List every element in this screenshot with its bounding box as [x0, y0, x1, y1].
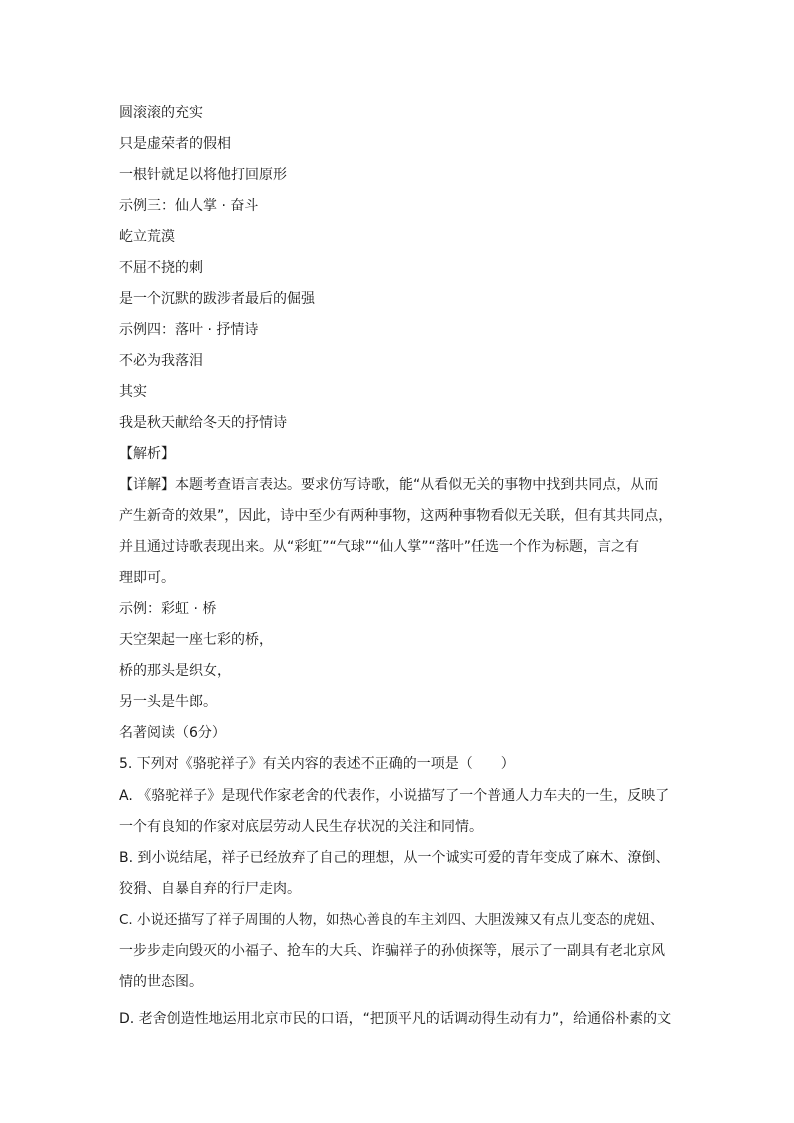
analysis-detail-line: 【详解】本题考查语言表达。要求仿写诗歌，能“从看似无关的事物中找到共同点，从而	[119, 477, 659, 493]
poem-line: 不屈不挠的刺	[119, 260, 203, 276]
poem-line: 一根针就足以将他打回原形	[119, 167, 287, 183]
poem-line: 我是秋天献给冬天的抒情诗	[119, 415, 287, 431]
analysis-heading: 【解析】	[119, 446, 175, 462]
option-b-line: 狡猾、自暴自弃的行尸走肉。	[119, 881, 301, 897]
example3-title: 示例三：仙人掌 · 奋斗	[119, 198, 259, 214]
analysis-detail-line: 产生新奇的效果”，因此，诗中至少有两种事物，这两种事物看似无关联，但有其共同点，	[119, 508, 673, 524]
section-title: 名著阅读（6分）	[119, 725, 226, 741]
option-a-line: A. 《骆驼祥子》是现代作家老舍的代表作，小说描写了一个普通人力车夫的一生，反映了	[119, 788, 670, 804]
poem-line: 不必为我落泪	[119, 353, 203, 369]
analysis-detail-line: 理即可。	[119, 570, 175, 586]
option-d-line: D. 老舍创造性地运用北京市民的口语，“把顶平凡的话调动得生动有力”，给通俗朴素的文	[119, 1011, 672, 1027]
option-c-line: 情的世态图。	[119, 974, 203, 990]
poem-line: 圆滚滚的充实	[119, 105, 203, 121]
poem-line: 其实	[119, 384, 147, 400]
option-c-line: 一步步走向毁灭的小福子、抢车的大兵、诈骗祥子的孙侦探等，展示了一副具有老北京风	[119, 943, 665, 959]
analysis-example-title: 示例：彩虹 · 桥	[119, 601, 217, 617]
question-stem: 5. 下列对《骆驼祥子》有关内容的表述不正确的一项是（ ）	[119, 756, 515, 772]
poem-line: 是一个沉默的跋涉者最后的倔强	[119, 291, 315, 307]
poem-line: 桥的那头是织女，	[119, 663, 231, 679]
poem-line: 屹立荒漠	[119, 229, 175, 245]
poem-line: 只是虚荣者的假相	[119, 136, 231, 152]
option-b-line: B. 到小说结尾，祥子已经放弃了自己的理想，从一个诚实可爱的青年变成了麻木、潦倒、	[119, 850, 670, 866]
option-a-line: 一个有良知的作家对底层劳动人民生存状况的关注和同情。	[119, 819, 483, 835]
analysis-detail-line: 并且通过诗歌表现出来。从“彩虹”“气球”“仙人掌”“落叶”任选一个作为标题，言之有	[119, 539, 640, 555]
example4-title: 示例四：落叶 · 抒情诗	[119, 322, 259, 338]
option-c-line: C. 小说还描写了祥子周围的人物，如热心善良的车主刘四、大胆泼辣又有点儿变态的虎妞、	[119, 912, 664, 928]
poem-line: 另一头是牛郎。	[119, 694, 217, 710]
poem-line: 天空架起一座七彩的桥，	[119, 632, 273, 648]
